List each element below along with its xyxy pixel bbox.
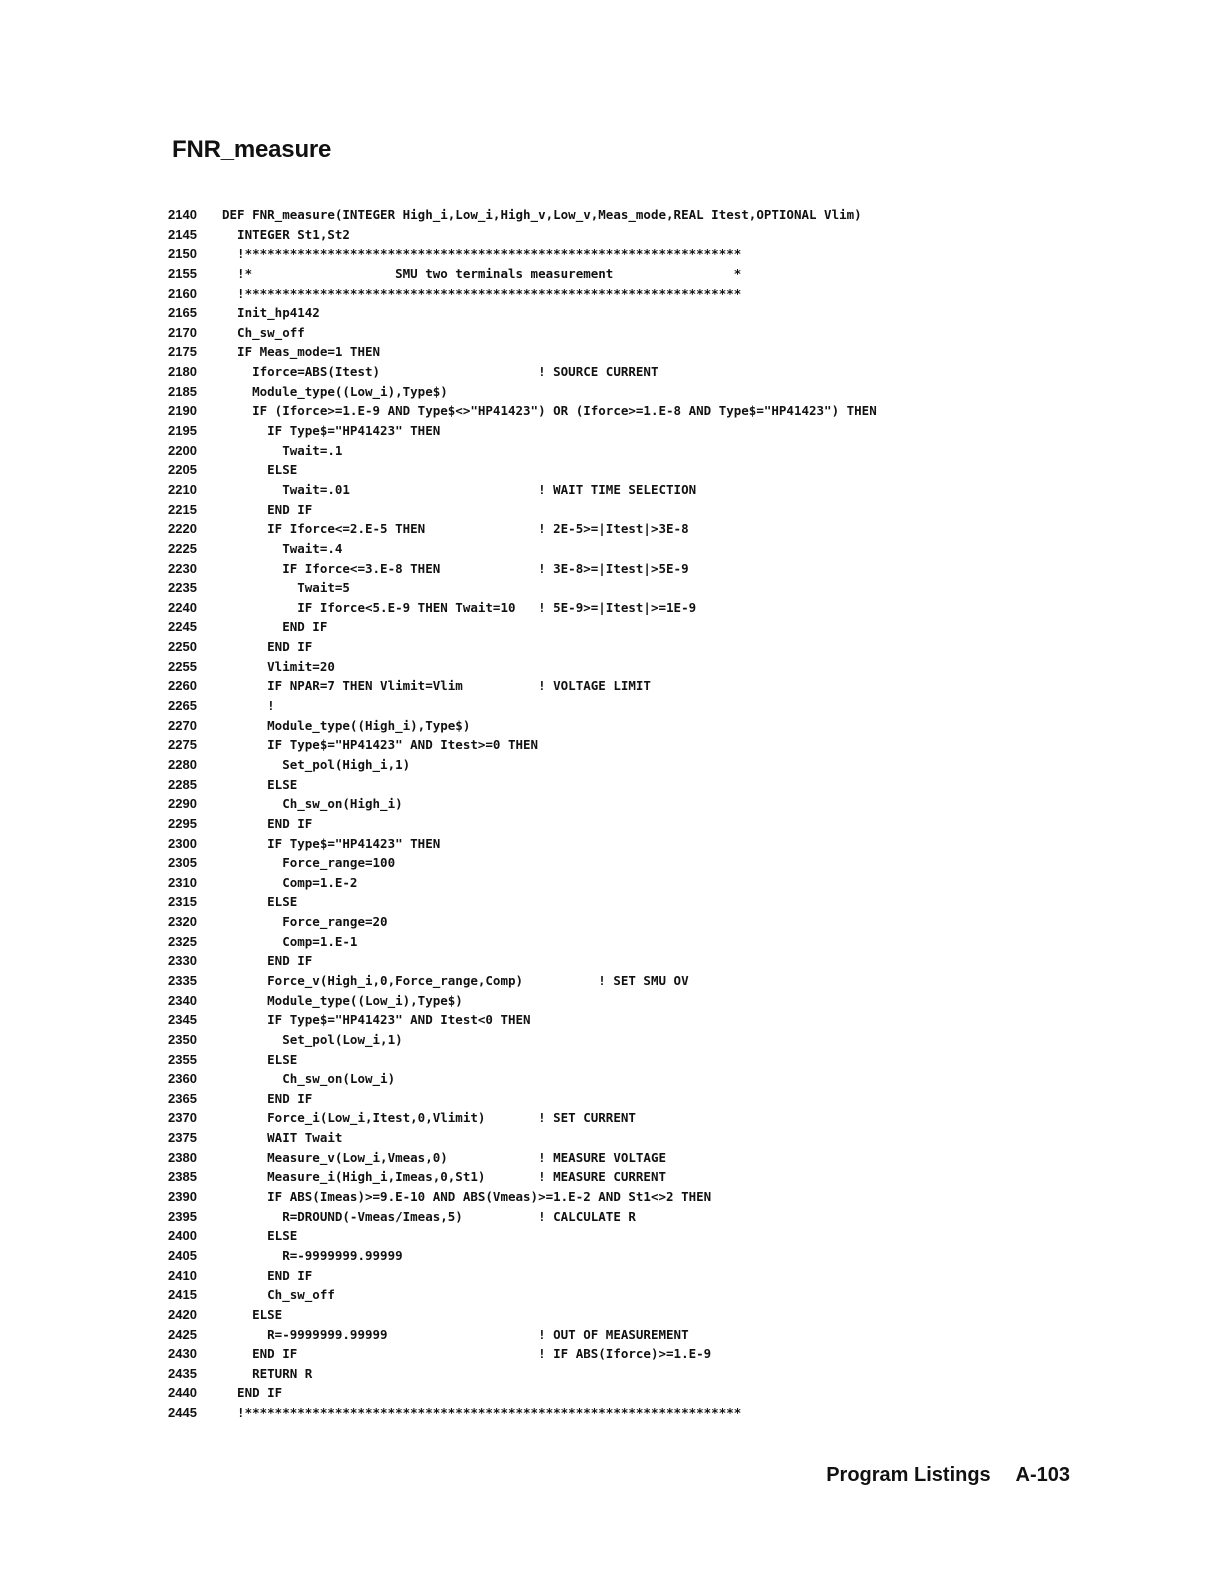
code-line [168, 401, 877, 421]
line-number: 2350 [168, 1031, 197, 1047]
line-number: 2145 [168, 226, 197, 242]
code-text: RETURN R [222, 1365, 313, 1381]
line-number: 2365 [168, 1090, 197, 1106]
code-text: Twait=5 [222, 580, 350, 596]
line-number: 2180 [168, 364, 197, 380]
code-line [168, 755, 877, 775]
code-line [168, 775, 877, 795]
code-text: INTEGER St1,St2 [222, 226, 350, 242]
line-number: 2220 [168, 521, 197, 537]
code-text: END IF [222, 815, 313, 831]
code-text: Measure_v(Low_i,Vmeas,0) ! MEASURE VOLTAGE [222, 1149, 667, 1165]
code-text: Set_pol(High_i,1) [222, 756, 411, 772]
line-number: 2305 [168, 855, 197, 871]
code-text: Module_type((High_i),Type$) [222, 717, 471, 733]
line-number: 2165 [168, 305, 197, 321]
code-text: !****************************************************************** [222, 1405, 742, 1421]
code-text: Init_hp4142 [222, 305, 320, 321]
code-text: R=DROUND(-Vmeas/Imeas,5) ! CALCULATE R [222, 1208, 636, 1224]
footer-section-name: Program Listings [826, 1464, 991, 1486]
code-text: ELSE [222, 776, 298, 792]
line-number: 2400 [168, 1228, 197, 1244]
code-line [168, 578, 877, 598]
code-line [168, 1030, 877, 1050]
code-line [168, 1167, 877, 1187]
code-line [168, 873, 877, 893]
line-number: 2385 [168, 1169, 197, 1185]
page-footer [826, 1464, 1070, 1487]
code-text: END IF [222, 1267, 313, 1283]
line-number: 2410 [168, 1267, 197, 1283]
line-number: 2245 [168, 619, 197, 635]
line-number: 2310 [168, 874, 197, 890]
code-text: IF Type$="HP41423" THEN [222, 423, 441, 439]
code-line [168, 1050, 877, 1070]
line-number: 2235 [168, 580, 197, 596]
code-line [168, 342, 877, 362]
line-number: 2340 [168, 992, 197, 1008]
code-line [168, 892, 877, 912]
line-number: 2175 [168, 344, 197, 360]
code-line [168, 1285, 877, 1305]
line-number: 2155 [168, 265, 197, 281]
code-text: Force_v(High_i,0,Force_range,Comp) ! SET SMU OV [222, 972, 689, 988]
code-text: IF Iforce<5.E-9 THEN Twait=10 ! 5E-9>=|Itest|>=1E-9 [222, 599, 697, 615]
code-line [168, 421, 877, 441]
line-number: 2435 [168, 1365, 197, 1381]
line-number: 2270 [168, 717, 197, 733]
line-number: 2160 [168, 285, 197, 301]
line-number: 2300 [168, 835, 197, 851]
line-number: 2260 [168, 678, 197, 694]
code-line [168, 1148, 877, 1168]
code-text: END IF [222, 1090, 313, 1106]
line-number: 2430 [168, 1346, 197, 1362]
line-number: 2325 [168, 933, 197, 949]
code-line [168, 912, 877, 932]
code-line [168, 1344, 877, 1364]
code-text: Set_pol(Low_i,1) [222, 1031, 403, 1047]
line-number: 2215 [168, 501, 197, 517]
line-number: 2355 [168, 1051, 197, 1067]
line-number: 2150 [168, 246, 197, 262]
line-number: 2170 [168, 324, 197, 340]
line-number: 2315 [168, 894, 197, 910]
code-text: IF Type$="HP41423" AND Itest<0 THEN [222, 1012, 531, 1028]
code-line [168, 951, 877, 971]
line-number: 2405 [168, 1247, 197, 1263]
code-text: DEF FNR_measure(INTEGER High_i,Low_i,High_v,Low_v,Meas_mode,REAL Itest,OPTIONAL Vlim) [222, 207, 862, 222]
code-line [168, 991, 877, 1011]
code-line [168, 657, 877, 677]
code-line [168, 205, 877, 225]
code-text: END IF [222, 501, 313, 517]
code-line [168, 735, 877, 755]
code-text: END IF [222, 953, 313, 969]
line-number: 2335 [168, 972, 197, 988]
code-line [168, 814, 877, 834]
code-line [168, 617, 877, 637]
code-line [168, 932, 877, 952]
code-line [168, 1246, 877, 1266]
code-text: END IF [222, 1385, 283, 1401]
line-number: 2360 [168, 1071, 197, 1087]
code-line [168, 1128, 877, 1148]
code-line [168, 598, 877, 618]
page-number: A-103 [1015, 1464, 1070, 1486]
code-line [168, 264, 877, 284]
code-text: ELSE [222, 894, 298, 910]
line-number: 2425 [168, 1326, 197, 1342]
code-line [168, 559, 877, 579]
code-line [168, 362, 877, 382]
code-line [168, 834, 877, 854]
line-number: 2440 [168, 1385, 197, 1401]
code-text: Comp=1.E-1 [222, 933, 358, 949]
code-text: IF Type$="HP41423" THEN [222, 835, 441, 851]
code-line [168, 1266, 877, 1286]
line-number: 2205 [168, 462, 197, 478]
code-text: ELSE [222, 1306, 283, 1322]
line-number: 2210 [168, 481, 197, 497]
line-number: 2265 [168, 698, 197, 714]
line-number: 2380 [168, 1149, 197, 1165]
line-number: 2395 [168, 1208, 197, 1224]
code-line [168, 1325, 877, 1345]
code-text: Twait=.1 [222, 442, 343, 458]
code-line [168, 971, 877, 991]
code-line [168, 1364, 877, 1384]
code-text: Vlimit=20 [222, 658, 335, 674]
code-line [168, 1226, 877, 1246]
code-line [168, 696, 877, 716]
line-number: 2200 [168, 442, 197, 458]
line-number: 2195 [168, 423, 197, 439]
line-number: 2420 [168, 1306, 197, 1322]
code-line [168, 382, 877, 402]
line-number: 2370 [168, 1110, 197, 1126]
line-number: 2415 [168, 1287, 197, 1303]
code-line [168, 637, 877, 657]
code-text: Ch_sw_on(High_i) [222, 796, 403, 812]
code-text: !****************************************************************** [222, 246, 742, 262]
code-text: !****************************************************************** [222, 285, 742, 301]
code-line [168, 1207, 877, 1227]
code-line [168, 460, 877, 480]
line-number: 2240 [168, 599, 197, 615]
code-line [168, 1069, 877, 1089]
code-line [168, 1305, 877, 1325]
code-line [168, 539, 877, 559]
code-text: R=-9999999.99999 ! OUT OF MEASUREMENT [222, 1326, 689, 1342]
code-line [168, 284, 877, 304]
line-number: 2185 [168, 383, 197, 399]
code-line [168, 244, 877, 264]
code-line [168, 500, 877, 520]
line-number: 2275 [168, 737, 197, 753]
code-text: Ch_sw_off [222, 324, 305, 340]
code-text: Comp=1.E-2 [222, 874, 358, 890]
code-text: IF Type$="HP41423" AND Itest>=0 THEN [222, 737, 539, 753]
section-title: FNR_measure [172, 136, 332, 163]
code-line [168, 1383, 877, 1403]
line-number: 2285 [168, 776, 197, 792]
code-line [168, 1403, 877, 1423]
code-line [168, 480, 877, 500]
code-line [168, 676, 877, 696]
line-number: 2225 [168, 540, 197, 556]
line-number: 2330 [168, 953, 197, 969]
code-line [168, 323, 877, 343]
code-line [168, 225, 877, 245]
code-text: IF Iforce<=2.E-5 THEN ! 2E-5>=|Itest|>3E-8 [222, 521, 689, 537]
line-number: 2390 [168, 1189, 197, 1205]
code-text: ELSE [222, 1051, 298, 1067]
code-text: Force_i(Low_i,Itest,0,Vlimit) ! SET CURRENT [222, 1110, 636, 1126]
code-text: !* SMU two terminals measurement * [222, 265, 742, 281]
line-number: 2290 [168, 796, 197, 812]
code-text: Ch_sw_off [222, 1287, 335, 1303]
line-number: 2190 [168, 403, 197, 419]
code-text: Twait=.4 [222, 540, 343, 556]
code-line [168, 794, 877, 814]
code-line [168, 303, 877, 323]
code-text: IF Iforce<=3.E-8 THEN ! 3E-8>=|Itest|>5E-9 [222, 560, 689, 576]
code-text: IF (Iforce>=1.E-9 AND Type$<>"HP41423") OR (Iforce>=1.E-8 AND Type$="HP41423") THEN [222, 403, 877, 419]
code-line [168, 853, 877, 873]
line-number: 2255 [168, 658, 197, 674]
code-text: ! [222, 698, 275, 714]
code-text: END IF [222, 619, 328, 635]
code-text: IF ABS(Imeas)>=9.E-10 AND ABS(Vmeas)>=1.E-2 AND St1<>2 THEN [222, 1189, 712, 1205]
line-number: 2140 [168, 207, 197, 222]
line-number: 2250 [168, 639, 197, 655]
code-text: ELSE [222, 1228, 298, 1244]
code-text: Measure_i(High_i,Imeas,0,St1) ! MEASURE CURRENT [222, 1169, 667, 1185]
line-number: 2375 [168, 1130, 197, 1146]
code-text: Module_type((Low_i),Type$) [222, 383, 448, 399]
code-text: Module_type((Low_i),Type$) [222, 992, 463, 1008]
code-text: Iforce=ABS(Itest) ! SOURCE CURRENT [222, 364, 659, 380]
code-text: END IF [222, 639, 313, 655]
code-line [168, 1089, 877, 1109]
line-number: 2295 [168, 815, 197, 831]
code-text: IF NPAR=7 THEN Vlimit=Vlim ! VOLTAGE LIMIT [222, 678, 651, 694]
code-text: Ch_sw_on(Low_i) [222, 1071, 396, 1087]
code-text: WAIT Twait [222, 1130, 343, 1146]
code-text: Force_range=20 [222, 914, 388, 930]
line-number: 2280 [168, 756, 197, 772]
code-text: R=-9999999.99999 [222, 1247, 403, 1263]
code-line [168, 519, 877, 539]
line-number: 2445 [168, 1405, 197, 1421]
code-text: IF Meas_mode=1 THEN [222, 344, 381, 360]
line-number: 2320 [168, 914, 197, 930]
program-listing [168, 205, 877, 1423]
code-line [168, 1108, 877, 1128]
code-text: Twait=.01 ! WAIT TIME SELECTION [222, 481, 697, 497]
code-text: END IF ! IF ABS(Iforce)>=1.E-9 [222, 1346, 712, 1362]
code-text: Force_range=100 [222, 855, 396, 871]
code-line [168, 716, 877, 736]
code-line [168, 1187, 877, 1207]
code-line [168, 1010, 877, 1030]
line-number: 2230 [168, 560, 197, 576]
code-line [168, 441, 877, 461]
line-number: 2345 [168, 1012, 197, 1028]
code-text: ELSE [222, 462, 298, 478]
